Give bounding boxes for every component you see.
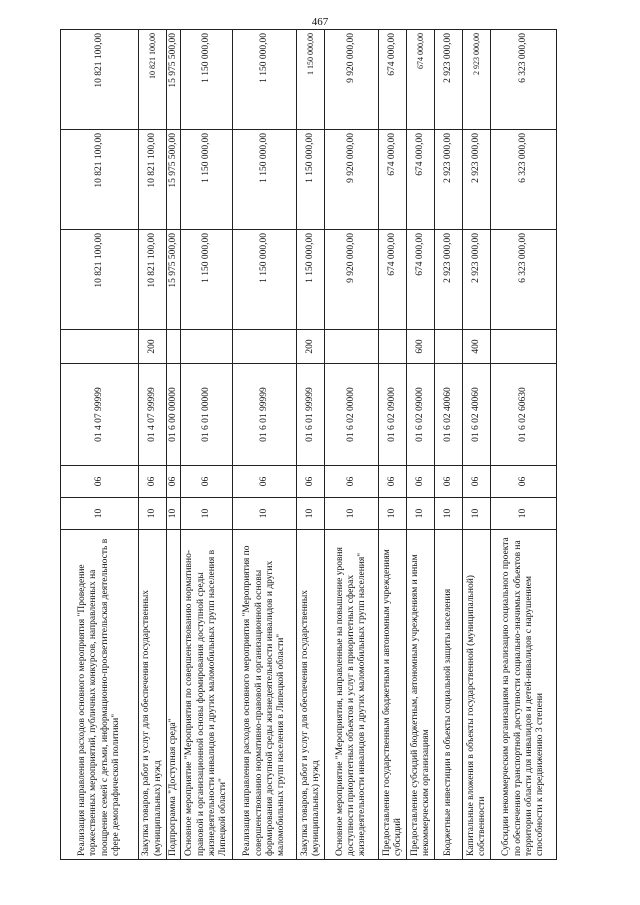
row-target-article: 01 6 02 00000 [325,364,379,466]
row-target-article: 01 6 02 09000 [379,364,407,466]
row-amount-1: 674 000,00 [407,230,435,330]
row-subsection: 06 [167,466,181,498]
row-subsection: 06 [379,466,407,498]
row-name: Реализация направления расходов основного мероприятия "Мероприятия по совершенствованию нормативно-правовой и организационной основы формирования доступной среды жизнедеятельности инвалидов и других маломобильных групп населения в Липецкой области" [233,530,297,860]
row-expense-type: 600 [407,330,435,364]
row-amount-2: 1 150 000,00 [297,130,325,230]
row-amount-2: 1 150 000,00 [233,130,297,230]
row-name: Бюджетные инвестиции в объекты социальной защиты населения [435,530,463,860]
row-expense-type [167,330,181,364]
row-expense-type: 400 [463,330,491,364]
row-subsection: 06 [139,466,167,498]
row-section: 10 [139,498,167,530]
row-target-article: 01 6 00 00000 [167,364,181,466]
table-row [491,30,557,860]
table-row [233,30,297,860]
row-name: Закупка товаров, работ и услуг для обеспечения государственных (муниципальных) нужд [297,530,325,860]
row-name: Подпрограмма "Доступная среда" [167,530,181,860]
row-amount-1: 1 150 000,00 [233,230,297,330]
row-subsection: 06 [61,466,139,498]
row-expense-type: 200 [297,330,325,364]
row-target-article: 01 6 02 40060 [435,364,463,466]
row-amount-3: 1 150 000,00 [297,30,325,130]
row-section: 10 [297,498,325,530]
table-row [167,30,181,860]
row-section: 10 [491,498,557,530]
row-amount-2: 15 975 500,00 [167,130,181,230]
table-row [181,30,233,860]
row-expense-type [61,330,139,364]
row-target-article: 01 4 07 99999 [61,364,139,466]
row-subsection: 06 [407,466,435,498]
row-subsection: 06 [491,466,557,498]
row-subsection: 06 [297,466,325,498]
row-section: 10 [435,498,463,530]
page-number: 467 [311,16,329,28]
table-row [463,30,491,860]
row-expense-type [379,330,407,364]
row-amount-1: 2 923 000,00 [435,230,463,330]
row-amount-3: 2 923 000,00 [435,30,463,130]
row-amount-1: 10 821 100,00 [61,230,139,330]
row-amount-3: 1 150 000,00 [181,30,233,130]
row-amount-2: 6 323 000,00 [491,130,557,230]
row-subsection: 06 [325,466,379,498]
row-target-article: 01 6 02 60630 [491,364,557,466]
row-amount-3: 10 821 100,00 [61,30,139,130]
row-amount-1: 9 920 000,00 [325,230,379,330]
row-section: 10 [379,498,407,530]
row-amount-3: 674 000,00 [407,30,435,130]
row-expense-type [491,330,557,364]
row-expense-type: 200 [139,330,167,364]
table-row [61,30,139,860]
row-amount-3: 674 000,00 [379,30,407,130]
row-amount-3: 9 920 000,00 [325,30,379,130]
row-amount-3: 10 821 100,00 [139,30,167,130]
row-amount-3: 15 975 500,00 [167,30,181,130]
row-amount-2: 1 150 000,00 [181,130,233,230]
row-amount-2: 2 923 000,00 [463,130,491,230]
row-name: Реализация направления расходов основного мероприятия "Проведение торжественных мероприятий, публичных конкурсов, направленных на поощрение семей с детьми, информационно-просветительская деятельность в сфере демографической политики" [61,530,139,860]
table-row [325,30,379,860]
table-row [139,30,167,860]
row-amount-1: 674 000,00 [379,230,407,330]
row-section: 10 [325,498,379,530]
row-section: 10 [407,498,435,530]
row-name: Основное мероприятие "Мероприятия, направленные на повышение уровня доступности приоритетных объектов и услуг в приоритетных сферах жизнедеятельности инвалидов и других маломобильных групп населения" [325,530,379,860]
table-row [407,30,435,860]
row-subsection: 06 [181,466,233,498]
row-name: Субсидии некоммерческим организациям на реализацию социального проекта по обеспечению транспортной доступности социально-значимых объектов на территории области для инвалидов и детей-инвалидов с нарушением способности к передвижению 3 степени [491,530,557,860]
row-name: Предоставление субсидий бюджетным, автономным учреждениям и иным некоммерческим организациям [407,530,435,860]
row-amount-1: 1 150 000,00 [297,230,325,330]
row-section: 10 [61,498,139,530]
row-section: 10 [181,498,233,530]
row-subsection: 06 [233,466,297,498]
row-amount-3: 1 150 000,00 [233,30,297,130]
row-target-article: 01 6 02 09000 [407,364,435,466]
row-amount-1: 1 150 000,00 [181,230,233,330]
row-amount-3: 6 323 000,00 [491,30,557,130]
row-target-article: 01 6 01 99999 [233,364,297,466]
row-expense-type [435,330,463,364]
row-target-article: 01 6 01 00000 [181,364,233,466]
row-expense-type [233,330,297,364]
rotated-table-wrapper [60,30,580,860]
row-amount-2: 10 821 100,00 [61,130,139,230]
row-amount-1: 10 821 100,00 [139,230,167,330]
row-name: Капитальные вложения в объекты государственной (муниципальной) собственности [463,530,491,860]
row-expense-type [325,330,379,364]
row-target-article: 01 4 07 99999 [139,364,167,466]
row-name: Закупка товаров, работ и услуг для обеспечения государственных (муниципальных) нужд [139,530,167,860]
row-target-article: 01 6 01 99999 [297,364,325,466]
row-name: Предоставление государственным бюджетным и автономным учреждениям субсидий [379,530,407,860]
table-row [435,30,463,860]
table-row [379,30,407,860]
row-subsection: 06 [435,466,463,498]
row-target-article: 01 6 02 40060 [463,364,491,466]
table-row [297,30,325,860]
row-section: 10 [233,498,297,530]
row-name: Основное мероприятие "Мероприятия по совершенствованию нормативно-правовой и организационной основы формирования доступной среды жизнедеятельности инвалидов и других маломобильных групп населения в Липецкой области" [181,530,233,860]
row-amount-2: 10 821 100,00 [139,130,167,230]
row-amount-2: 674 000,00 [379,130,407,230]
row-amount-2: 9 920 000,00 [325,130,379,230]
row-amount-1: 2 923 000,00 [463,230,491,330]
row-amount-2: 2 923 000,00 [435,130,463,230]
row-amount-1: 15 975 500,00 [167,230,181,330]
row-section: 10 [167,498,181,530]
row-amount-3: 2 923 000,00 [463,30,491,130]
row-subsection: 06 [463,466,491,498]
budget-table [60,29,557,860]
row-section: 10 [463,498,491,530]
row-amount-1: 6 323 000,00 [491,230,557,330]
row-expense-type [181,330,233,364]
row-amount-2: 674 000,00 [407,130,435,230]
